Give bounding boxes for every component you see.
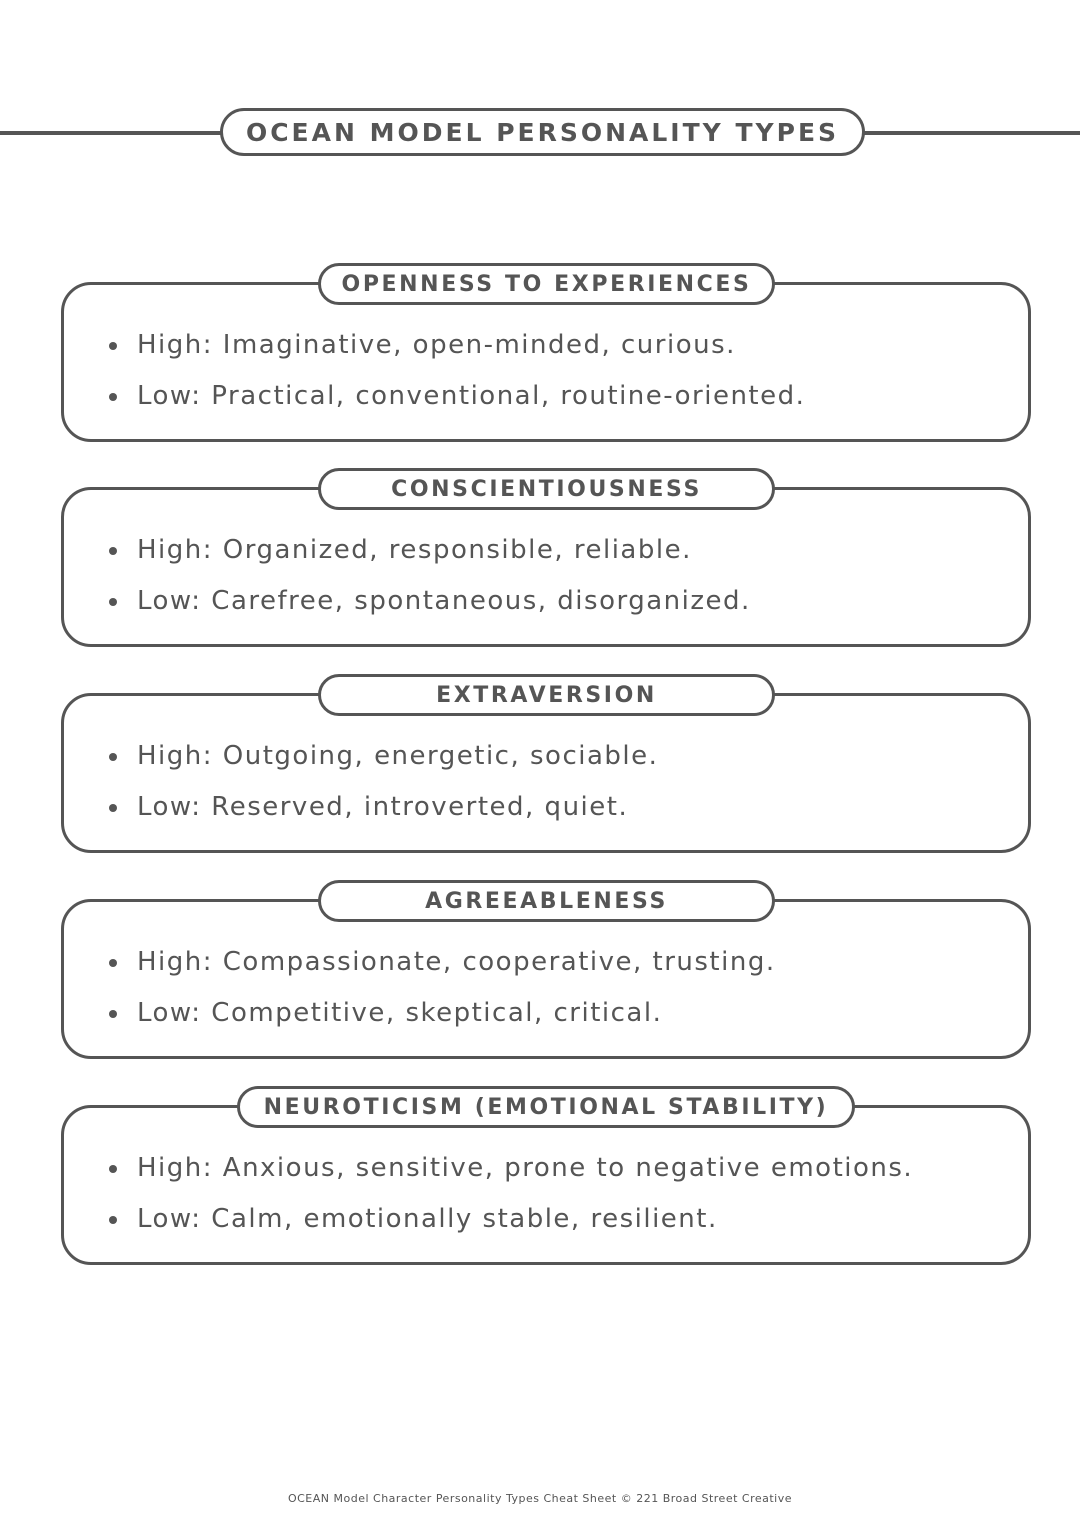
trait-low: Low: Practical, conventional, routine-oriented. xyxy=(105,376,805,427)
trait-list xyxy=(105,530,751,632)
trait-low: Low: Competitive, skeptical, critical. xyxy=(105,993,776,1044)
trait-high: High: Organized, responsible, reliable. xyxy=(105,530,751,581)
section-neuroticism xyxy=(0,1086,1080,1276)
trait-low: Low: Reserved, introverted, quiet. xyxy=(105,787,658,838)
trait-list xyxy=(105,325,805,427)
trait-high: High: Imaginative, open-minded, curious. xyxy=(105,325,805,376)
section-heading: EXTRAVERSION xyxy=(318,674,775,716)
title-divider-right xyxy=(860,131,1080,135)
section-openness xyxy=(0,263,1080,453)
footer-credit: OCEAN Model Character Personality Types Cheat Sheet © 221 Broad Street Creative xyxy=(287,1492,793,1505)
section-heading: CONSCIENTIOUSNESS xyxy=(318,468,775,510)
section-conscientiousness xyxy=(0,468,1080,658)
page-title: OCEAN MODEL PERSONALITY TYPES xyxy=(220,108,865,156)
section-heading: AGREEABLENESS xyxy=(318,880,775,922)
trait-high: High: Compassionate, cooperative, trusting. xyxy=(105,942,776,993)
section-heading: NEUROTICISM (EMOTIONAL STABILITY) xyxy=(237,1086,855,1128)
section-agreeableness xyxy=(0,880,1080,1070)
trait-low: Low: Calm, emotionally stable, resilient. xyxy=(105,1199,913,1250)
section-extraversion xyxy=(0,674,1080,864)
trait-list xyxy=(105,736,658,838)
trait-high: High: Anxious, sensitive, prone to negative emotions. xyxy=(105,1148,913,1199)
trait-list xyxy=(105,1148,913,1250)
trait-list xyxy=(105,942,776,1044)
trait-high: High: Outgoing, energetic, sociable. xyxy=(105,736,658,787)
section-heading: OPENNESS TO EXPERIENCES xyxy=(318,263,775,305)
title-divider-left xyxy=(0,131,230,135)
trait-low: Low: Carefree, spontaneous, disorganized. xyxy=(105,581,751,632)
